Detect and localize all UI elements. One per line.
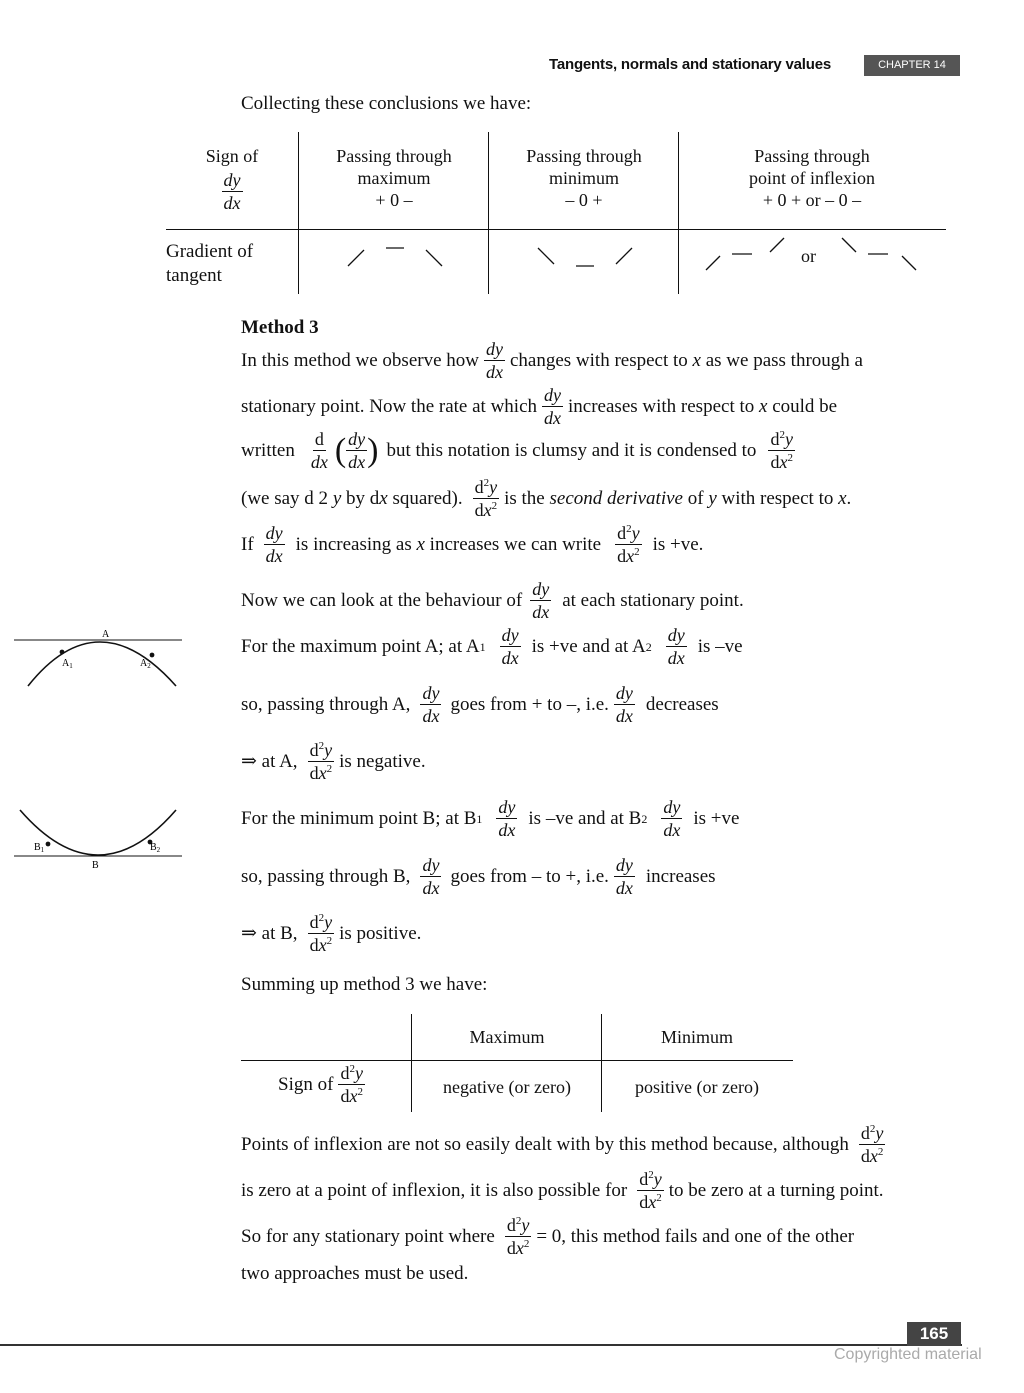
method3-line5: If $\frac{dy}{dx}$ is increasing as x increases we can write $\frac{d^2y}{dx^2}$ is +ve. [241,523,704,566]
sign-of-label: Sign of $\frac{dy}{dx}$ [205,146,259,213]
at-A-line: ⇒ at A, $\frac{d^2y}{dx^2}$ is negative. [241,740,426,783]
gradient-max-sketch [340,238,450,272]
method3-line4: (we say d 2 y by d x squared). $\frac{d^2y}{dx^2}$ is the second derivative of y with respect to x . [241,477,852,520]
method3-line3: written $\frac{d}{dx}$ ( $\frac{dy}{dx}$ ) but this notation is clumsy and it is condensed to $\frac{d^2y}{dx^2}$ [241,429,793,472]
gradient-inflexion-falling-sketch [836,234,926,274]
method3-line2: stationary point. Now the rate at which $\frac{dy}{dx}$ increases with respect to x could be [241,385,838,428]
svg-text:A1: $A_1$ [62,658,73,670]
col-max-header: Passing through maximum + 0 – [336,146,452,210]
svg-text:A: A [102,629,110,640]
method3-line1: In this method we observe how $\frac{dy}{dx}$ changes with respect to x as we pass through a [241,339,863,382]
maximum-point-figure [10,624,185,694]
svg-text:B2: $B_2$ [150,842,161,854]
running-header-title: Tangents, normals and stationary values [549,56,832,73]
copyright-watermark: Copyrighted material [834,1346,982,1363]
svg-text:A2: $A_2$ [140,658,151,670]
closing-line1: Points of inflexion are not so easily dealt with by this method because, although $\frac{d^2y}{dx^2}$ [241,1123,884,1166]
svg-text:B1: $B_1$ [34,842,45,854]
pass-B-line: so, passing through B, $\frac{dy}{dx}$ goes from – to +, i.e. $\frac{dy}{dx}$ increases [241,855,716,898]
min-point-line: For the minimum point B; at B 1 $\frac{dy}{dx}$ is –ve and at B 2 $\frac{dy}{dx}$ is +ve [241,797,740,840]
gradient-label: Gradient of tangent [166,241,254,286]
intro-text: Collecting these conclusions we have: [241,93,532,114]
col-inflexion-header: Passing through point of inflexion + 0 + or – 0 – [749,146,875,210]
closing-line2: is zero at a point of inflexion, it is also possible for $\frac{d^2y}{dx^2}$ to be zero at a turning point. [241,1169,884,1212]
summing-line: Summing up method 3 we have: [241,974,488,995]
inflexion-or-label: or [801,246,816,266]
method3-heading: Method 3 [241,317,319,338]
at-B-line: ⇒ at B, $\frac{d^2y}{dx^2}$ is positive. [241,912,422,955]
col-min-header: Passing through minimum – 0 + [526,146,642,210]
min-value: positive (or zero) [635,1077,759,1097]
col-maximum: Maximum [469,1027,545,1047]
chapter-badge [864,55,960,76]
col-minimum: Minimum [660,1027,733,1047]
max-value: negative (or zero) [443,1077,571,1097]
pass-A-line: so, passing through A, $\frac{dy}{dx}$ goes from + to –, i.e. $\frac{dy}{dx}$ decreases [241,683,719,726]
chapter-label: CHAPTER 14 [878,59,946,71]
closing-line3: So for any stationary point where $\frac{d^2y}{dx^2}$ = 0, this method fails and one of the other [241,1215,855,1258]
minimum-point-figure [10,804,185,874]
gradient-inflexion-rising-sketch [700,234,794,274]
sign-second-derivative-label: Sign of $\frac{d^2y}{dx^2}$ [278,1063,363,1106]
footer-rule [0,1344,962,1346]
gradient-min-sketch [530,238,640,272]
closing-line4: two approaches must be used. [241,1263,469,1284]
svg-text:B: B [92,860,99,871]
max-point-line: For the maximum point A; at A 1 $\frac{dy}{dx}$ is +ve and at A 2 $\frac{dy}{dx}$ is –ve [241,625,743,668]
page-number: 165 [907,1322,961,1346]
method3-line6: Now we can look at the behaviour of $\frac{dy}{dx}$ at each stationary point. [241,579,744,622]
